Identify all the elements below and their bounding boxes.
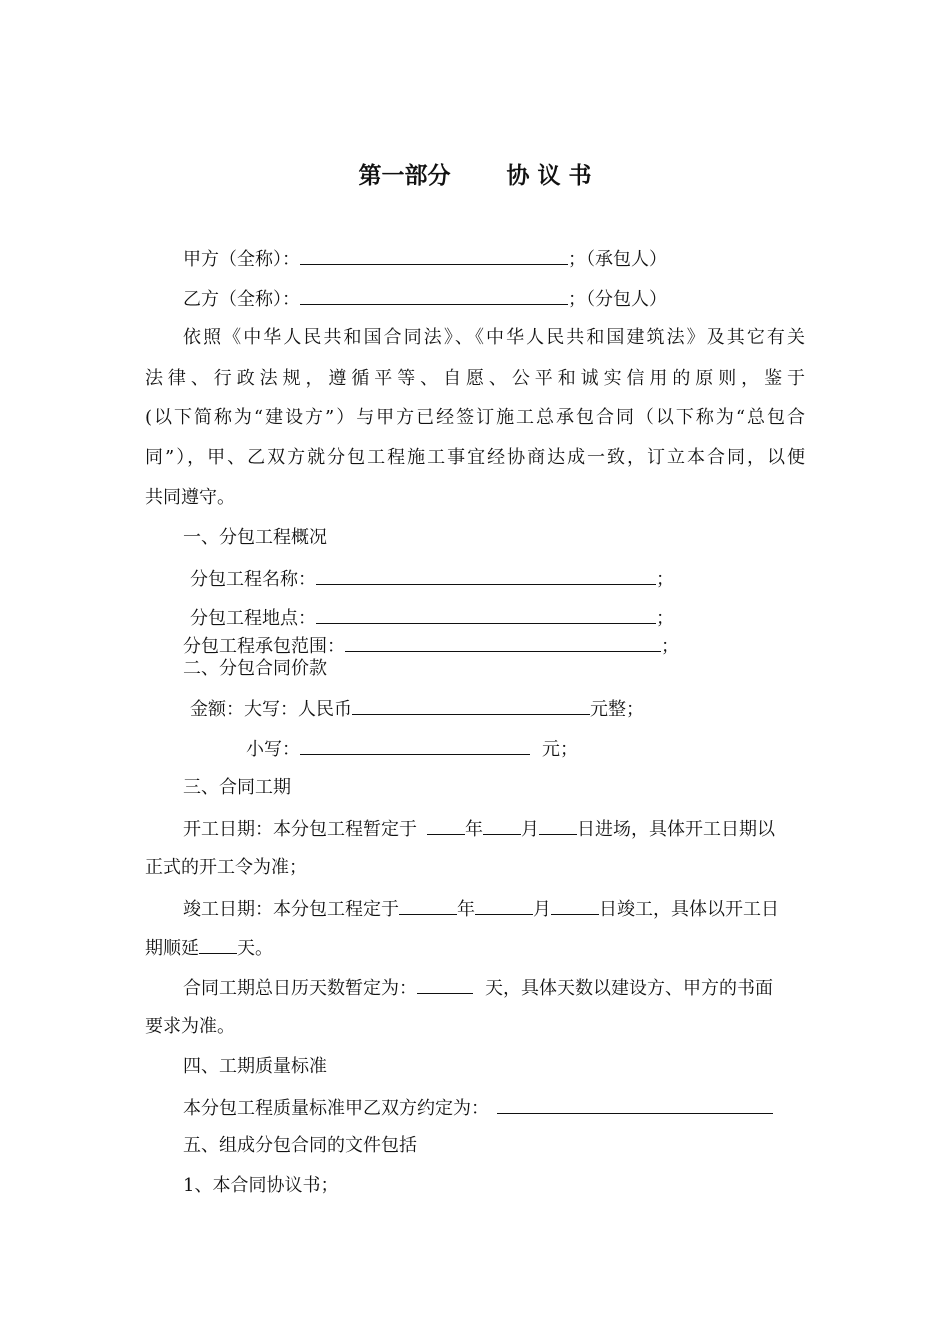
- preamble-line-4: 同”），甲、乙双方就分包工程施工事宜经协商达成一致，订立本合同，以便: [145, 447, 805, 468]
- project-name-blank[interactable]: [316, 566, 656, 585]
- page-title: [0, 161, 950, 191]
- party-a-label: 甲方（全称）：: [183, 249, 300, 270]
- delay-days-blank[interactable]: [199, 935, 237, 954]
- document-item-1: 1、本合同协议书；: [183, 1175, 339, 1196]
- title-part: 第一部分: [358, 162, 451, 189]
- project-name-line: [190, 566, 674, 592]
- section4-heading: 四、工期质量标准: [183, 1056, 327, 1077]
- total-days-blank[interactable]: [417, 975, 473, 994]
- end-year-blank[interactable]: [399, 896, 457, 915]
- project-scope-blank[interactable]: [345, 633, 661, 652]
- start-date-line-2: 正式的开工令为准；: [145, 857, 307, 878]
- section2-heading: 二、分包合同价款: [183, 658, 327, 679]
- quality-standard-label: 本分包工程质量标准甲乙双方约定为：: [183, 1098, 489, 1119]
- delay-suffix: 天。: [237, 938, 273, 959]
- project-location-blank[interactable]: [316, 605, 656, 624]
- amount-words-blank[interactable]: [352, 696, 590, 715]
- section1-heading: 一、分包工程概况: [183, 527, 327, 548]
- preamble-line-3: (以下简称为“建设方”）与甲方已经签订施工总承包合同（以下称为“总包合: [145, 407, 805, 428]
- amount-figures-label: 小写：: [246, 739, 300, 760]
- end-day-blank[interactable]: [551, 896, 599, 915]
- total-days-suffix: 天，具体天数以建设方、甲方的书面: [485, 978, 773, 999]
- party-a-line: [183, 246, 667, 272]
- total-days-line: [183, 975, 773, 1001]
- start-month-blank[interactable]: [483, 816, 521, 835]
- party-b-label: 乙方（全称）：: [183, 289, 300, 310]
- total-days-prefix: 合同工期总日历天数暂定为：: [183, 978, 417, 999]
- amount-label: 金额：大写：人民币: [190, 699, 352, 720]
- end-date-line: [183, 896, 779, 922]
- party-b-line: [183, 286, 667, 312]
- party-a-suffix: ；（承包人）: [568, 249, 667, 270]
- start-day-suffix: 日进场，具体开工日期以: [577, 819, 775, 840]
- end-date-line-2: [145, 935, 273, 961]
- end-day-suffix: 日竣工，具体以开工日: [599, 899, 779, 920]
- preamble-line-2: 法律、行政法规，遵循平等、自愿、公平和诚实信用的原则，鉴于: [145, 368, 805, 389]
- project-location-label: 分包工程地点：: [190, 608, 316, 629]
- amount-line: [190, 696, 644, 722]
- amount-suffix: 元整；: [590, 699, 644, 720]
- project-scope-line: [183, 633, 679, 659]
- title-name: 协 议 书: [506, 162, 592, 189]
- total-days-line-2: 要求为准。: [145, 1016, 235, 1037]
- project-scope-label: 分包工程承包范围：: [183, 636, 345, 657]
- amount-figures-line: [246, 736, 578, 762]
- party-a-blank[interactable]: [300, 246, 568, 265]
- party-b-suffix: ；（分包人）: [568, 289, 667, 310]
- party-b-blank[interactable]: [300, 286, 568, 305]
- quality-standard-line: [183, 1095, 773, 1121]
- end-month-unit: 月: [533, 899, 551, 920]
- start-year-blank[interactable]: [427, 816, 465, 835]
- delay-prefix: 期顺延: [145, 938, 199, 959]
- preamble-line-5: 共同遵守。: [145, 487, 235, 508]
- amount-figures-suffix: 元；: [542, 739, 578, 760]
- quality-standard-blank[interactable]: [497, 1095, 773, 1114]
- start-month-unit: 月: [521, 819, 539, 840]
- project-name-label: 分包工程名称：: [190, 569, 316, 590]
- project-scope-end: ；: [661, 636, 679, 657]
- amount-figures-blank[interactable]: [300, 736, 530, 755]
- project-name-end: ；: [656, 569, 674, 590]
- start-date-line: [183, 816, 775, 842]
- start-day-blank[interactable]: [539, 816, 577, 835]
- start-year-unit: 年: [465, 819, 483, 840]
- end-date-prefix: 竣工日期：本分包工程定于: [183, 899, 399, 920]
- project-location-line: [190, 605, 674, 631]
- section3-heading: 三、合同工期: [183, 777, 291, 798]
- end-year-unit: 年: [457, 899, 475, 920]
- section5-heading: 五、组成分包合同的文件包括: [183, 1135, 417, 1156]
- project-location-end: ；: [656, 608, 674, 629]
- end-month-blank[interactable]: [475, 896, 533, 915]
- start-date-prefix: 开工日期：本分包工程暂定于: [183, 819, 417, 840]
- preamble-line-1: 依照《中华人民共和国合同法》、《中华人民共和国建筑法》及其它有关: [183, 327, 805, 348]
